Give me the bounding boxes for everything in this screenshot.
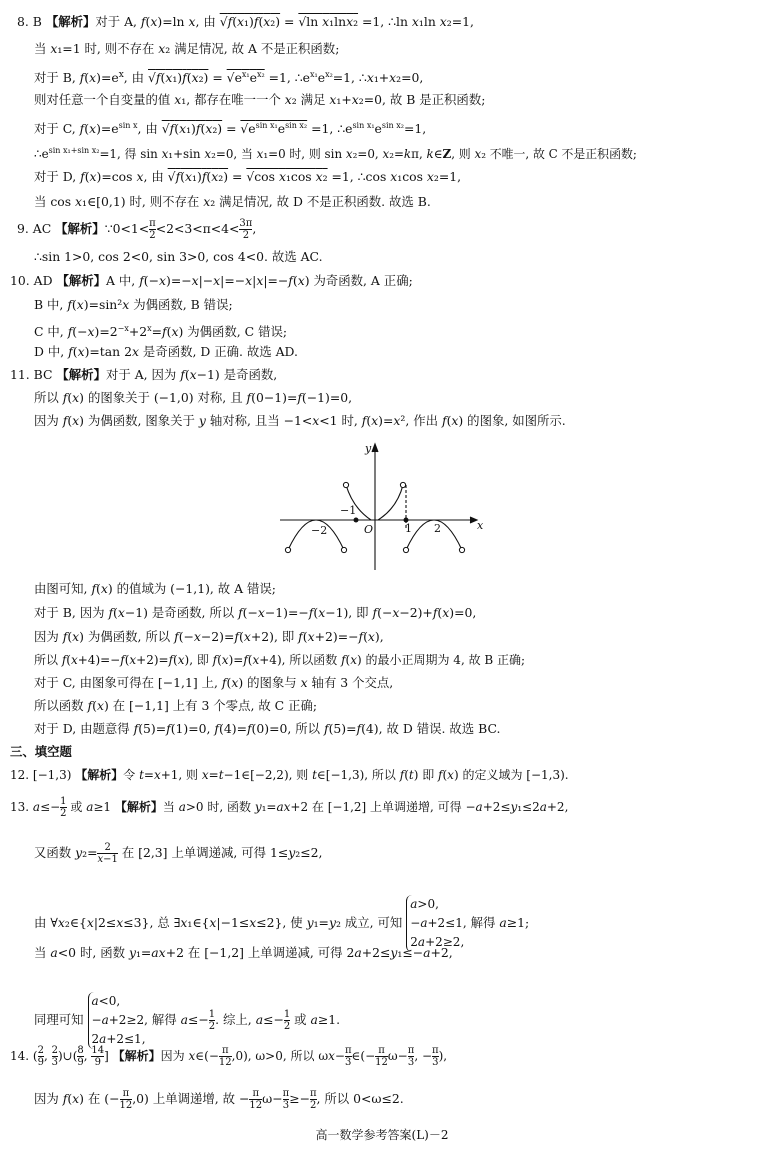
tick-label-one: 1	[405, 522, 412, 535]
line-14b: 因为 f(x) 在 (− $\frac{\pi}{12}$ ,0) 上单调递增, 故 − $\frac{\pi}{12}$ ω− $\frac{\pi}{3}$ ≥− $\frac{\pi}{2}$ , 所以 0<ω≤2.	[34, 1088, 404, 1111]
line-8h: 当 cos x₁∈[0,1) 时, 则不存在 x₂ 满足情况, 故 D 不是正积函数. 故选 B.	[34, 194, 431, 209]
line-8a: 8. B 【解析】对于 A, f(x)=ln x, 由 √f(x₁)f(x₂) = √ln x₁lnx₂ =1, ∴ln x₁ln x₂=1,	[17, 14, 474, 29]
page-footer: 高一数学参考答案(L)－2	[315, 1128, 449, 1142]
line-11a: 11. BC 【解析】对于 A, 因为 f(x−1) 是奇函数,	[10, 367, 278, 382]
function-graph	[278, 438, 488, 578]
line-14a: 14. ( $\frac{2}{9}$ , $\frac{2}{3}$ )∪( $\frac{8}{9}$ , $\frac{14}{9}$ ] 【解析】因为 x∈(− $\frac{\pi}{12}$ ,0), ω>0, 所以 ωx− $\frac{\pi}{3}$ ∈(− $\frac{\pi}{12}$ ω− $\frac{\pi}{3}$ , − $\frac{\pi}{3}$ ),	[10, 1045, 448, 1068]
line-11f: 因为 f(x) 为偶函数, 所以 f(−x−2)=f(x+2), 即 f(x+2)=−f(x),	[34, 629, 384, 644]
line-8c: 对于 B, $f(x)=e^x$, 由 $√f(x_1)f(x_2) = √e^{x_1}e^{x_2} =1$, $\therefore e^{x_1}e^{x_2}=1$, ∴x₁+x₂=0,	[34, 70, 424, 86]
line-9b: ∴sin 1>0, cos 2<0, sin 3>0, cos 4<0. 故选 AC.	[34, 249, 323, 264]
line-11b: 所以 f(x) 的图象关于 (−1,0) 对称, 且 f(0−1)=f(−1)=0,	[34, 390, 353, 405]
curve-center	[378, 485, 403, 520]
line-9a: 9. AC 【解析】∵0<1< $\frac{\pi}{2}$ <2<3<π<4< $\frac{3\pi}{2}$ ,	[17, 218, 257, 241]
open-point	[285, 547, 290, 552]
line-13d: 当 a<0 时, 函数 y₁=ax+2 在 [−1,2] 上单调递减, 可得 2a+2≤y₁≤−a+2,	[34, 945, 453, 960]
line-8e: 对于 C, $f(x)=e^{sin x}$, 由 $√f(x_1)f(x_2) = √e^{sin x_1}e^{sin x_2} =1$, $\therefore e^{sin x_1}e^{sin x_2}=1$,	[34, 121, 427, 137]
open-point	[403, 547, 408, 552]
line-11e: 对于 B, 因为 f(x−1) 是奇函数, 所以 f(−x−1)=−f(x−1), 即 f(−x−2)+f(x)=0,	[34, 605, 477, 620]
line-11i: 所以函数 f(x) 在 [−1,1] 上有 3 个零点, 故 C 正确;	[34, 698, 318, 713]
line-10b: B 中, f(x)=sin²x 为偶函数, B 错误;	[34, 297, 233, 312]
section-title: 三、填空题	[10, 744, 72, 759]
line-8b: 当 x₁=1 时, 则不存在 x₂ 满足情况, 故 A 不是正积函数;	[34, 41, 340, 56]
line-8f: $\therefore e^{sin x_1+sin x_2}=1$, 得 sin x₁+sin x₂=0, 当 x₁=0 时, 则 sin x₂=0, x₂=kπ, k∈Z, 则 x₂ 不唯一, 故 C 不是正积函数;	[34, 146, 637, 161]
open-point	[341, 547, 346, 552]
line-13a: 13. a≤− $\frac{1}{2}$ 或 a≥1 【解析】当 a>0 时, 函数 y₁=ax+2 在 [−1,2] 上单调递增, 可得 −a+2≤y₁≤2a+2,	[10, 796, 569, 819]
y-label: y	[365, 442, 372, 455]
tick-label-neg-two: −2	[311, 524, 328, 537]
line-13b: 又函数 y₂= $\frac{2}{x-1}$ 在 [2,3] 上单调递减, 可得 1≤y₂≤2,	[34, 842, 323, 865]
line-12: 12. [−1,3) 【解析】令 t=x+1, 则 x=t−1∈[−2,2), 则 t∈[−1,3), 所以 f(t) 即 f(x) 的定义域为 [−1,3).	[10, 768, 569, 782]
line-13e: 同理可知 a<0, −a+2≥2, 2a+2≤1, 解得 a≤− $\frac{1}{2}$ . 综上, a≤− $\frac{1}{2}$ 或 a≥1.	[0, 992, 764, 1049]
line-8d: 则对任意一个自变量的值 x₁, 都存在唯一一个 x₂ 满足 x₁+x₂=0, 故 B 是正积函数;	[34, 92, 486, 107]
line-13c: 由 ∀x₂∈{x|2≤x≤3}, 总 ∃x₁∈{x|−1≤x≤2}, 使 y₁=y₂ 成立, 可知 a>0, −a+2≤1, 2a+2≥2, 解得 a≥1;	[0, 895, 764, 952]
line-8g: 对于 D, f(x)=cos x, 由 √f(x₁)f(x₂) = √cos x₁cos x₂ =1, ∴cos x₁cos x₂=1,	[34, 169, 462, 184]
filled-point	[354, 518, 359, 523]
open-point	[459, 547, 464, 552]
line-10c: C 中, $f(-x)=2^{-x}+2^x=f(x)$ 为偶函数, C 错误;	[34, 324, 288, 340]
line-11d: 由图可知, f(x) 的值域为 (−1,1), 故 A 错误;	[34, 581, 276, 596]
line-11h: 对于 C, 由图象可得在 [−1,1] 上, f(x) 的图象与 x 轴有 3 个交点,	[34, 675, 394, 690]
x-axis-arrow	[470, 517, 477, 523]
line-10d: D 中, f(x)=tan 2x 是奇函数, D 正确. 故选 AD.	[34, 344, 298, 359]
x-label: x	[477, 519, 484, 532]
open-point	[400, 482, 405, 487]
tick-label-two: 2	[434, 522, 441, 535]
line-11g: 所以 f(x+4)=−f(x+2)=f(x), 即 f(x)=f(x+4), 所以函数 f(x) 的最小正周期为 4, 故 B 正确;	[34, 653, 526, 667]
line-11j: 对于 D, 由题意得 f(5)=f(1)=0, f(4)=f(0)=0, 所以 f(5)=f(4), 故 D 错误. 故选 BC.	[34, 721, 501, 736]
y-axis-arrow	[372, 444, 378, 452]
line-11c: 因为 f(x) 为偶函数, 图象关于 y 轴对称, 且当 −1<x<1 时, f(x)=x², 作出 f(x) 的图象, 如图所示.	[34, 413, 566, 428]
line-10a: 10. AD 【解析】A 中, f(−x)=−x|−x|=−x|x|=−f(x) 为奇函数, A 正确;	[10, 273, 413, 288]
origin-label: O	[364, 523, 374, 536]
tick-label-neg-one: −1	[340, 504, 357, 517]
open-point	[343, 482, 348, 487]
